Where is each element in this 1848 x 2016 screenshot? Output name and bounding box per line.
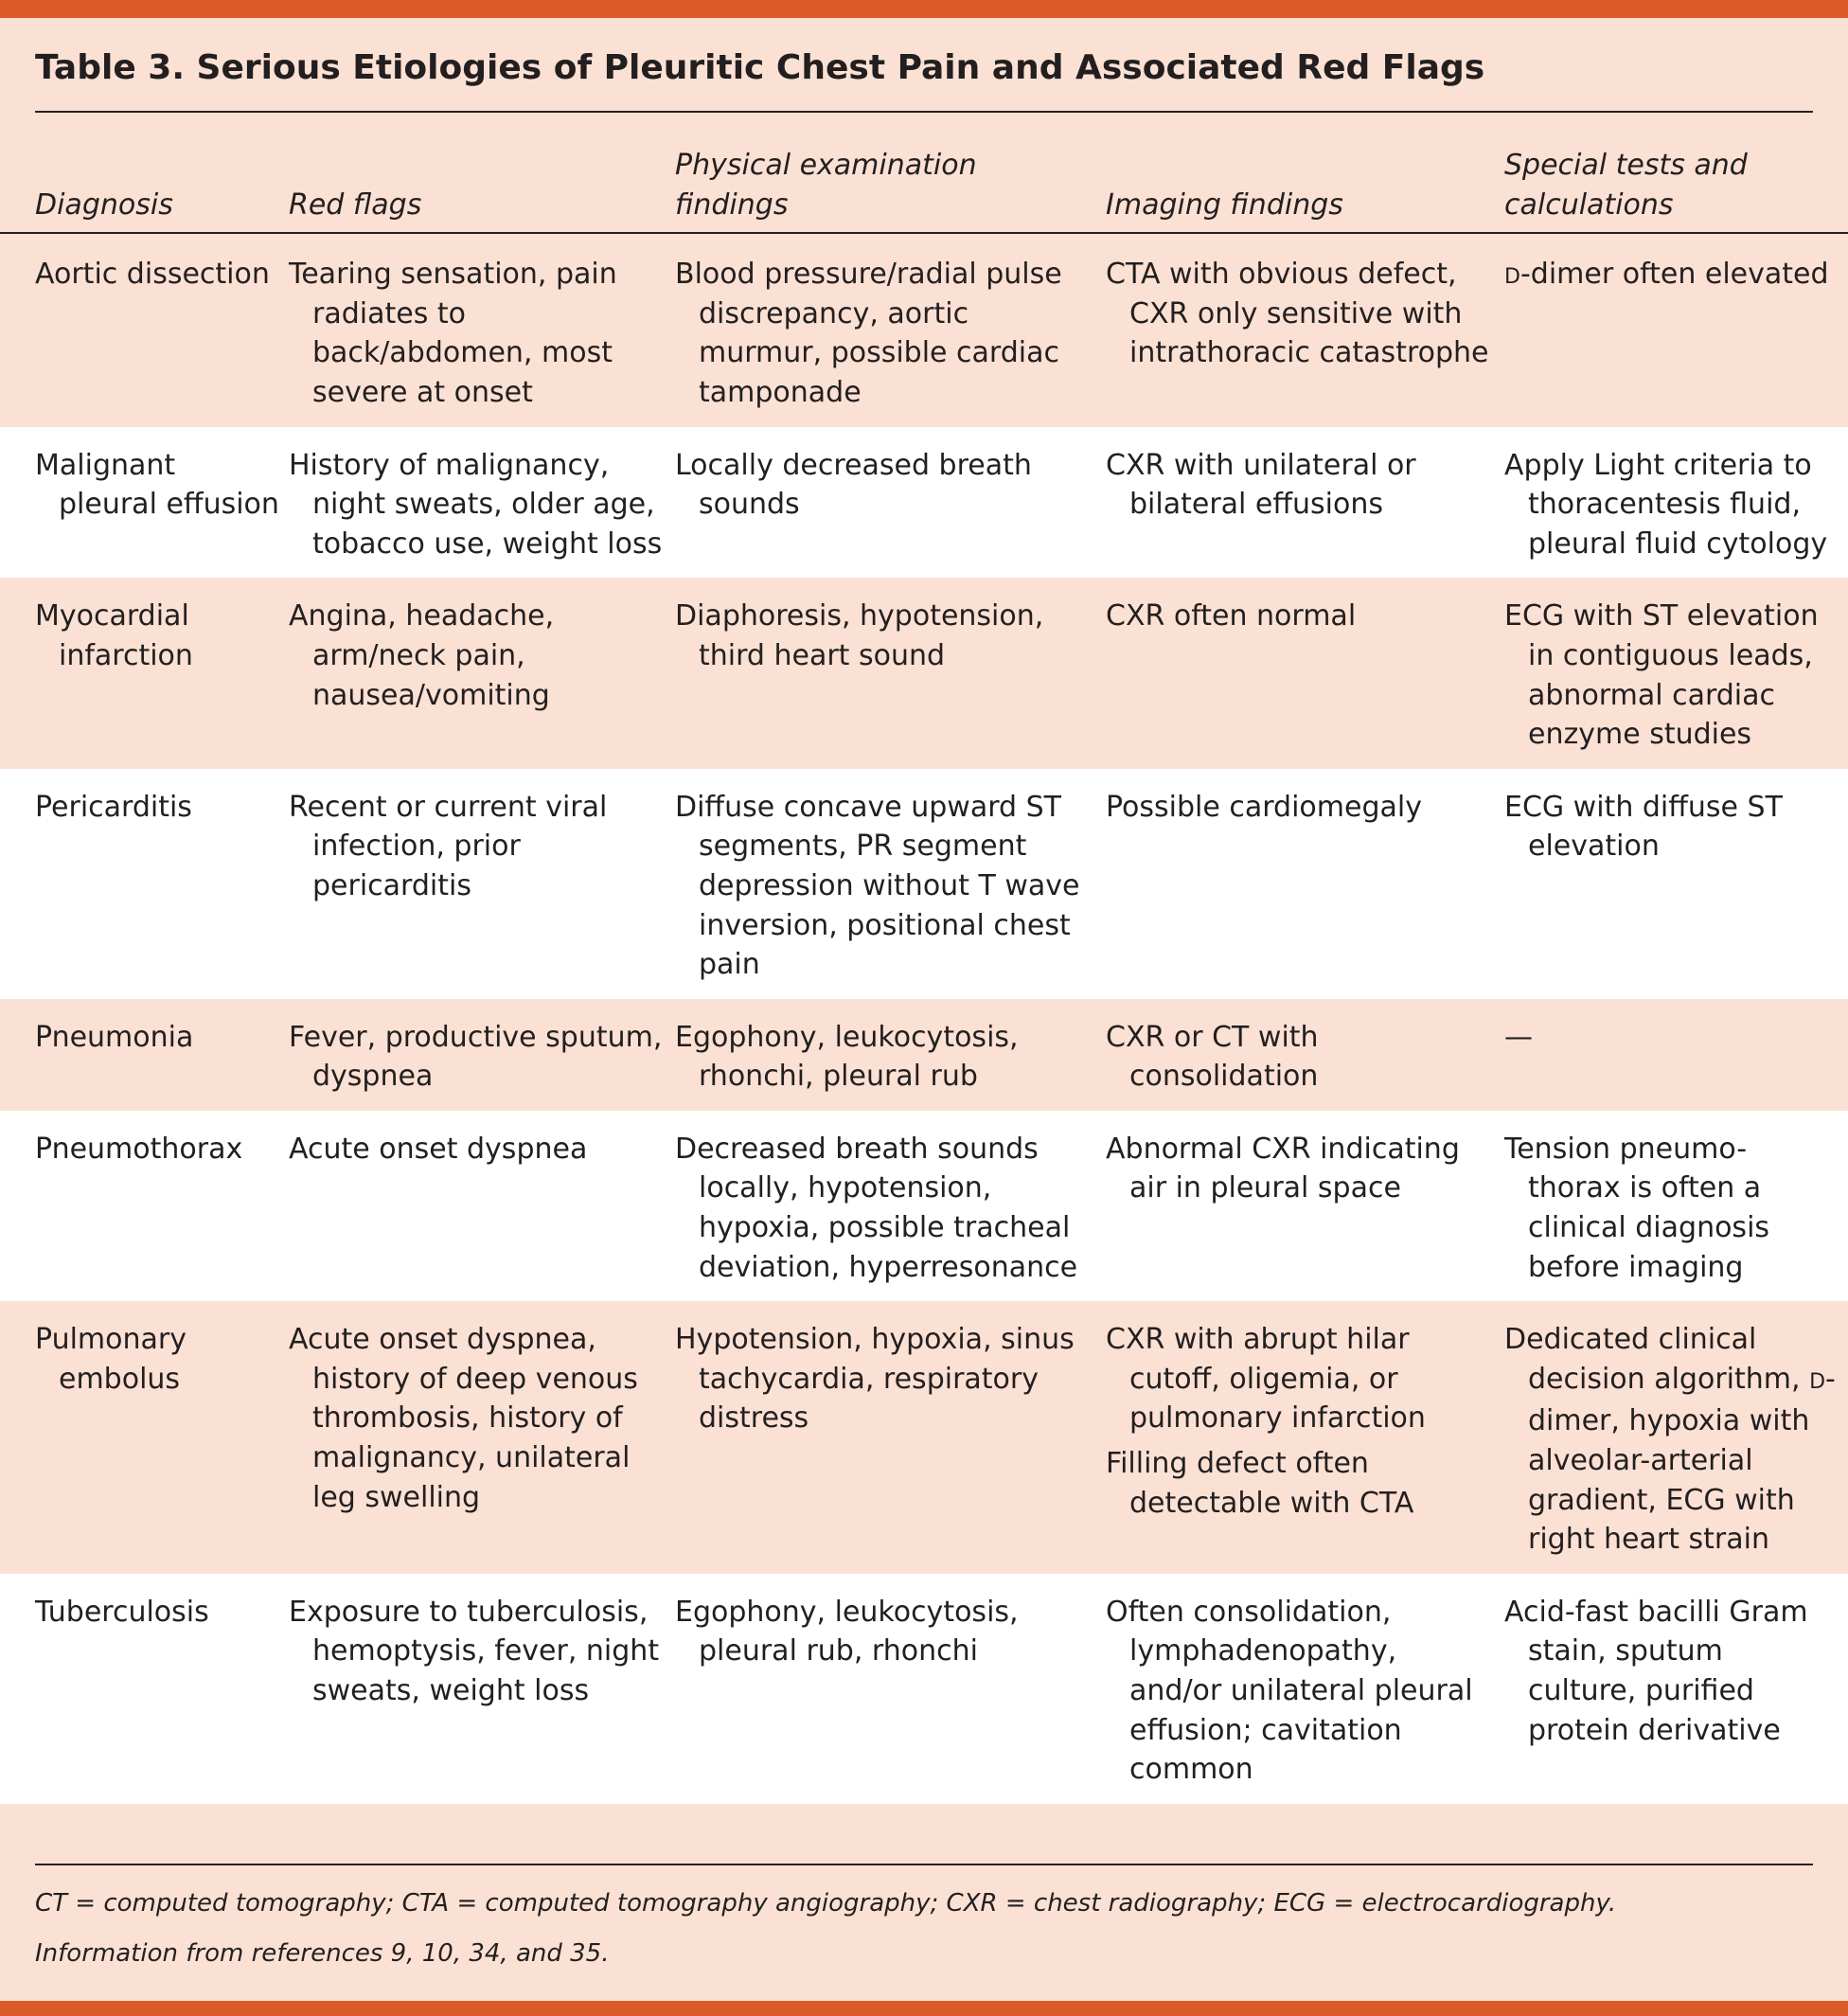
cell-text: Hypotension, hypoxia, sinus tachycardia, respiratory distress bbox=[675, 1323, 1075, 1436]
column-header: Imaging findings bbox=[1106, 187, 1343, 222]
table-header-row bbox=[0, 138, 1848, 233]
cell-text: Egophony, leukocytosis, rhonchi, pleural rub bbox=[675, 1020, 1019, 1094]
imaging-findings-cell bbox=[1106, 233, 1504, 426]
imaging-findings-cell bbox=[1106, 769, 1504, 999]
special-tests-cell bbox=[1504, 427, 1848, 579]
cell-text: Pericarditis bbox=[35, 790, 192, 824]
table-row bbox=[0, 769, 1848, 999]
cell-text: — bbox=[1504, 1020, 1533, 1054]
special-tests-cell bbox=[1504, 1574, 1848, 1804]
cell-text: Tearing sensation, pain radiates to back/abdomen, most severe at onset bbox=[289, 258, 617, 409]
exam-findings-cell bbox=[675, 769, 1106, 999]
diagnosis-cell bbox=[0, 999, 289, 1111]
cell-text: Often consolidation, lymphadenopathy, and/or unilateral pleural effusion; cavitation common bbox=[1106, 1595, 1473, 1787]
cell-text: Diaphoresis, hypotension, third heart sound bbox=[675, 599, 1044, 672]
cell-text: CXR or CT with consolidation bbox=[1106, 1020, 1319, 1094]
diagnosis-cell bbox=[0, 578, 289, 768]
cell-text: Dedicated clinical decision algorithm, D-dimer, hypoxia with alveolar-arterial gradient, ECG with right heart strain bbox=[1504, 1323, 1836, 1557]
table-row bbox=[0, 233, 1848, 426]
red-flags-cell bbox=[289, 233, 675, 426]
cell-text: Tuberculosis bbox=[35, 1595, 209, 1629]
footnote-rule bbox=[35, 1864, 1813, 1865]
column-header: Special tests and calculations bbox=[1504, 149, 1748, 222]
cell-text: Malignant pleural effusion bbox=[35, 448, 279, 522]
exam-findings-cell bbox=[675, 1574, 1106, 1804]
imaging-findings-cell bbox=[1106, 999, 1504, 1111]
exam-findings-cell bbox=[675, 427, 1106, 579]
cell-text: D-dimer often elevated bbox=[1504, 258, 1829, 292]
diagnosis-cell bbox=[0, 1301, 289, 1574]
cell-text: Locally decreased breath sounds bbox=[675, 448, 1032, 522]
etiologies-table bbox=[0, 138, 1848, 1804]
cell-text: Possible cardiomegaly bbox=[1106, 790, 1422, 824]
cell-text: CXR with unilateral or bilateral effusions bbox=[1106, 448, 1416, 522]
cell-text: Acid-fast bacilli Gram stain, sputum culture, purified protein derivative bbox=[1504, 1595, 1808, 1747]
cell-text: CTA with obvious defect, CXR only sensitive with intrathoracic catastrophe bbox=[1106, 258, 1489, 370]
special-tests-cell bbox=[1504, 769, 1848, 999]
red-flags-cell bbox=[289, 999, 675, 1111]
cell-text: Fever, productive sputum, dyspnea bbox=[289, 1020, 663, 1094]
special-tests-cell bbox=[1504, 1301, 1848, 1574]
imaging-findings-cell bbox=[1106, 1574, 1504, 1804]
table-title: Table 3. Serious Etiologies of Pleuritic Chest Pain and Associated Red Flags bbox=[35, 48, 1485, 87]
cell-text: Blood pressure/radial pulse discrepancy, aortic murmur, possible cardiac tamponade bbox=[675, 258, 1062, 409]
special-tests-cell bbox=[1504, 233, 1848, 426]
cell-text: Recent or current viral infection, prior pericarditis bbox=[289, 790, 608, 902]
diagnosis-cell bbox=[0, 427, 289, 579]
diagnosis-cell bbox=[0, 1574, 289, 1804]
cell-text: History of malignancy, night sweats, older age, tobacco use, weight loss bbox=[289, 448, 663, 561]
exam-findings-cell bbox=[675, 233, 1106, 426]
cell-text: Exposure to tuberculosis, hemoptysis, fever, night sweats, weight loss bbox=[289, 1595, 660, 1707]
red-flags-cell bbox=[289, 1574, 675, 1804]
cell-text: Egophony, leukocytosis, pleural rub, rhonchi bbox=[675, 1595, 1019, 1668]
abbreviations-footnote: CT = computed tomography; CTA = computed tomography angiography; CXR = chest radiography; ECG = electrocardiography. bbox=[35, 1889, 1617, 1918]
table-row bbox=[0, 427, 1848, 579]
imaging-findings-cell bbox=[1106, 1111, 1504, 1301]
diagnosis-cell bbox=[0, 233, 289, 426]
cell-text: Abnormal CXR indicating air in pleural space bbox=[1106, 1132, 1460, 1205]
cell-text: Angina, headache, arm/neck pain, nausea/vomiting bbox=[289, 599, 555, 712]
top-accent-bar bbox=[0, 0, 1848, 18]
table-row bbox=[0, 999, 1848, 1111]
red-flags-cell bbox=[289, 769, 675, 999]
red-flags-cell bbox=[289, 1301, 675, 1574]
table-row bbox=[0, 1301, 1848, 1574]
bottom-accent-bar bbox=[0, 2001, 1848, 2016]
special-tests-cell bbox=[1504, 999, 1848, 1111]
source-footnote: Information from references 9, 10, 34, and 35. bbox=[35, 1939, 610, 1968]
cell-text: CXR often normal bbox=[1106, 599, 1357, 633]
title-rule bbox=[35, 111, 1813, 113]
table-row bbox=[0, 578, 1848, 768]
imaging-findings-cell bbox=[1106, 427, 1504, 579]
imaging-findings-cell bbox=[1106, 578, 1504, 768]
cell-text: Aortic dissection bbox=[35, 258, 270, 292]
cell-text: Acute onset dyspnea, history of deep venous thrombosis, history of malignancy, unilateral leg swelling bbox=[289, 1323, 638, 1514]
red-flags-cell bbox=[289, 578, 675, 768]
exam-findings-cell bbox=[675, 1111, 1106, 1301]
red-flags-cell bbox=[289, 427, 675, 579]
cell-text: Decreased breath sounds locally, hypotension, hypoxia, possible tracheal deviation, hyperresonance bbox=[675, 1132, 1078, 1284]
cell-text: ECG with diffuse ST elevation bbox=[1504, 790, 1783, 864]
cell-text: Pneumonia bbox=[35, 1020, 194, 1054]
cell-text: Apply Light criteria to thoracentesis fluid, pleural fluid cytology bbox=[1504, 448, 1828, 561]
table-row bbox=[0, 1111, 1848, 1301]
cell-text: Diffuse concave upward ST segments, PR segment depression without T wave inversion, positional chest pain bbox=[675, 790, 1080, 982]
red-flags-cell bbox=[289, 1111, 675, 1301]
imaging-findings-cell bbox=[1106, 1301, 1504, 1574]
column-header: Diagnosis bbox=[35, 187, 173, 222]
diagnosis-cell bbox=[0, 1111, 289, 1301]
cell-text: Pneumothorax bbox=[35, 1132, 243, 1166]
column-header: Physical examination findings bbox=[675, 149, 977, 222]
cell-text: CXR with abrupt hilar cutoff, oligemia, or pulmonary infarction bbox=[1106, 1323, 1426, 1436]
column-header: Red flags bbox=[289, 187, 422, 222]
special-tests-cell bbox=[1504, 578, 1848, 768]
exam-findings-cell bbox=[675, 999, 1106, 1111]
exam-findings-cell bbox=[675, 1301, 1106, 1574]
diagnosis-cell bbox=[0, 769, 289, 999]
cell-text: Pulmonary embolus bbox=[35, 1323, 187, 1396]
table-row bbox=[0, 1574, 1848, 1804]
cell-text: Filling defect often detectable with CTA bbox=[1106, 1447, 1414, 1520]
exam-findings-cell bbox=[675, 578, 1106, 768]
special-tests-cell bbox=[1504, 1111, 1848, 1301]
cell-text: Myocardial infarction bbox=[35, 599, 193, 672]
cell-text: ECG with ST elevation in contiguous leads, abnormal cardiac enzyme studies bbox=[1504, 599, 1819, 752]
cell-text: Acute onset dyspnea bbox=[289, 1132, 588, 1166]
cell-text: Tension pneumo-thorax is often a clinical diagnosis before imaging bbox=[1504, 1132, 1770, 1284]
